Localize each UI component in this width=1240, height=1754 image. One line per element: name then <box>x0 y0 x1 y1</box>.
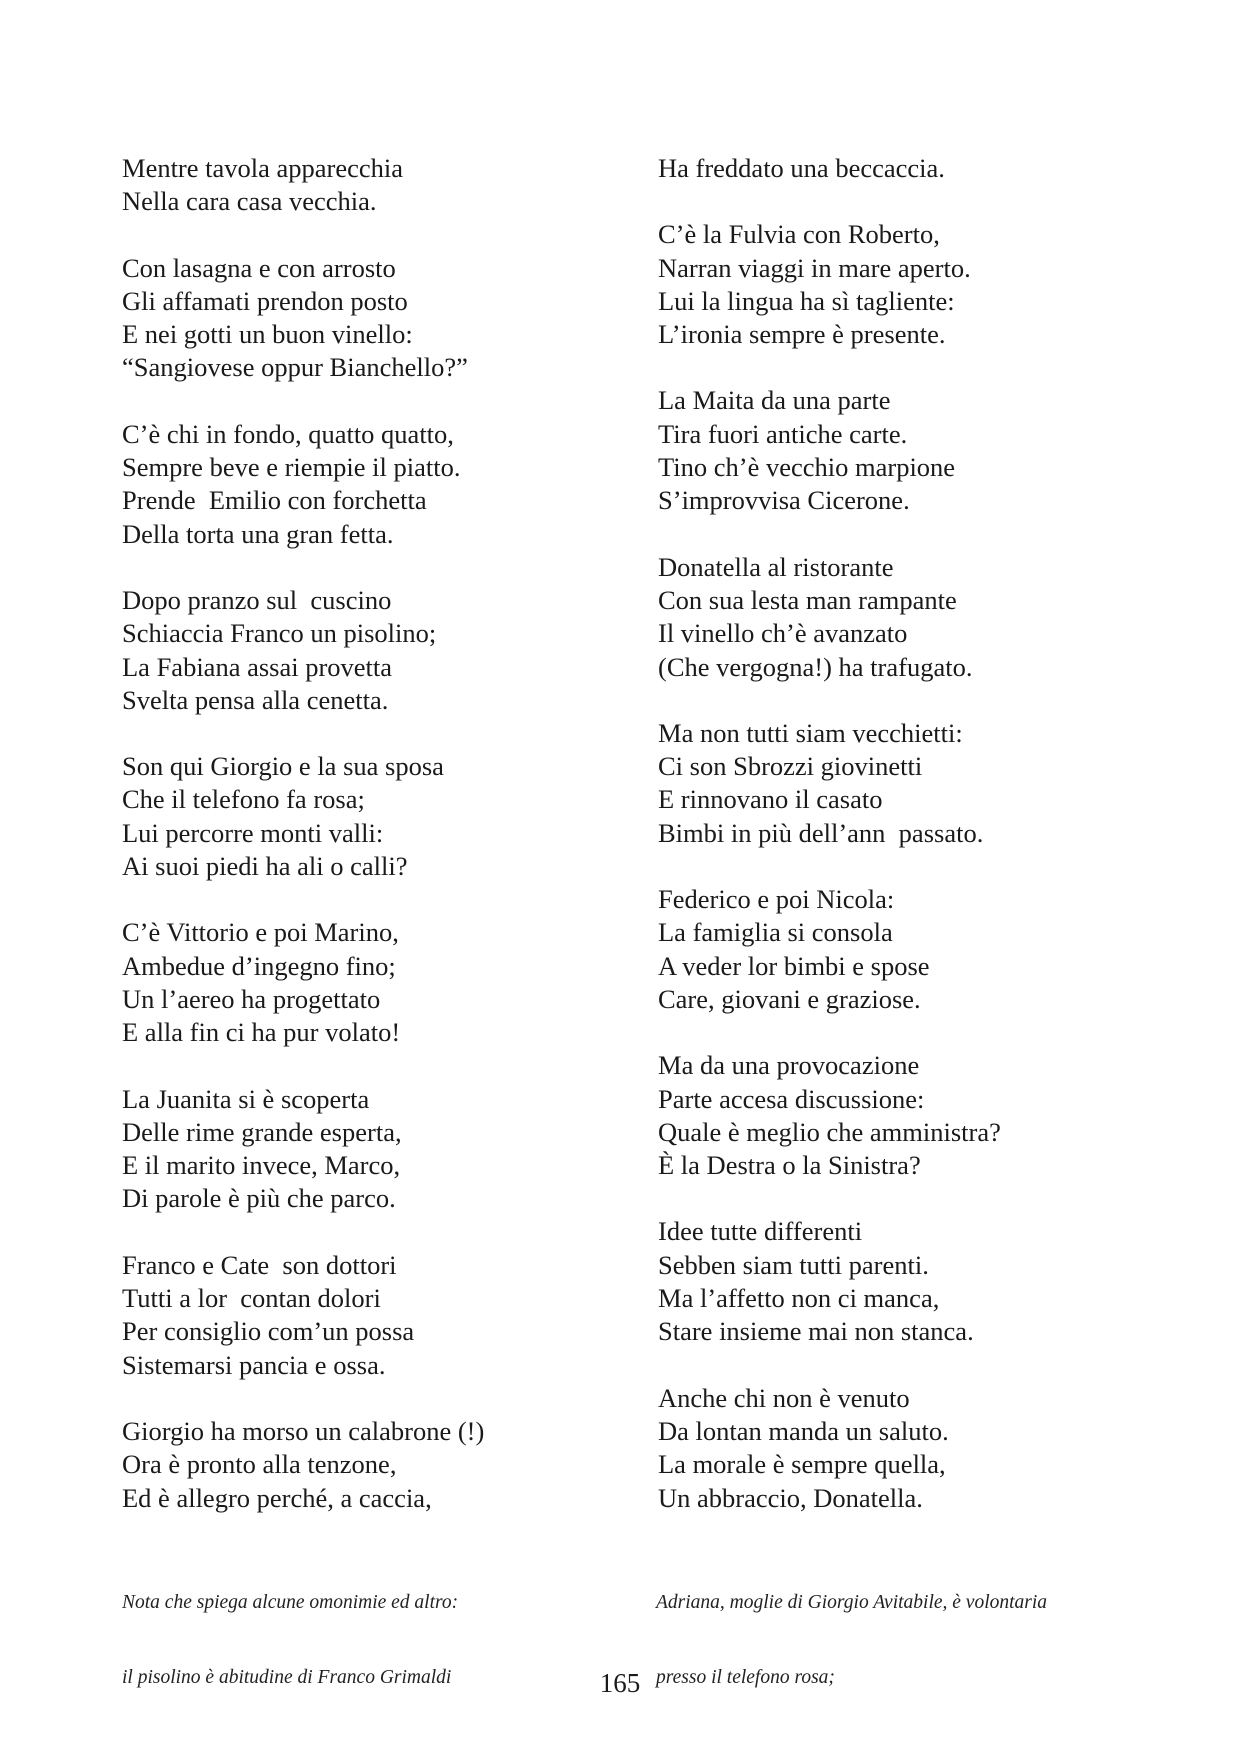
poem-line: Con lasagna e con arrosto <box>122 252 396 283</box>
poem-stanza <box>658 152 1138 185</box>
poem-line: Son qui Giorgio e la sua sposa <box>122 751 444 782</box>
poem-stanza <box>122 1083 602 1216</box>
poem-line: Tira fuori antiche carte. <box>658 418 908 449</box>
poem-line: C’è Vittorio e poi Marino, <box>122 917 399 948</box>
page-number: 165 <box>599 1668 641 1698</box>
poem-line: Ci son Sbrozzi giovinetti <box>658 751 923 782</box>
poem-line: Nella cara casa vecchia. <box>122 186 377 217</box>
poem-line: Mentre tavola apparecchia <box>122 153 404 183</box>
left-column <box>122 152 602 1548</box>
poem-stanza <box>122 418 602 551</box>
poem-line: La Juanita si è scoperta <box>122 1083 370 1114</box>
poem-line: Lui la lingua ha sì tagliente: <box>658 285 955 316</box>
poem-stanza <box>122 750 602 883</box>
poem-line: A veder lor bimbi e spose <box>658 950 930 981</box>
poem-line: Federico e poi Nicola: <box>658 884 895 915</box>
poem-line: La famiglia si consola <box>658 917 893 948</box>
poem-line: E alla fin ci ha pur volato! <box>122 1017 401 1048</box>
poem-line: La Fabiana assai provetta <box>122 651 393 682</box>
poem-stanza <box>122 1249 602 1382</box>
poem-line: Franco e Cate son dottori <box>122 1249 397 1280</box>
poem-stanza <box>122 152 602 219</box>
poem-line: Sistemarsi pancia e ossa. <box>122 1349 386 1380</box>
poem-line: Delle rime grande esperta, <box>122 1116 402 1147</box>
poem-line: Bimbi in più dell’ann passato. <box>658 817 984 848</box>
poem-line: (Che vergogna!) ha trafugato. <box>658 651 973 682</box>
poem-line: Ma da una provocazione <box>658 1050 920 1081</box>
poem-line: Ma l’affetto non ci manca, <box>658 1283 940 1314</box>
poem-line: E il marito invece, Marco, <box>122 1150 401 1181</box>
poem-stanza <box>658 1382 1138 1515</box>
poem-line: Ha freddato una beccaccia. <box>658 153 945 183</box>
poem-line: È la Destra o la Sinistra? <box>658 1150 921 1181</box>
poem-line: Parte accesa discussione: <box>658 1083 925 1114</box>
poem-line: Stare insieme mai non stanca. <box>658 1316 974 1347</box>
poem-line: E nei gotti un buon vinello: <box>122 319 413 350</box>
poem-line: Con sua lesta man rampante <box>658 584 957 615</box>
poem-stanza <box>122 252 602 385</box>
poem-line: Care, giovani e graziose. <box>658 983 921 1014</box>
poem-line: Sempre beve e riempie il piatto. <box>122 452 461 483</box>
poem-line: Idee tutte differenti <box>658 1216 863 1247</box>
poem-line: Gli affamati prendon posto <box>122 285 408 316</box>
poem-stanza <box>658 384 1138 517</box>
poem-line: C’è la Fulvia con Roberto, <box>658 219 940 250</box>
poem-line: Ai suoi piedi ha ali o calli? <box>122 851 408 882</box>
poem-line: La Maita da una parte <box>658 385 891 416</box>
poem-line: Che il telefono fa rosa; <box>122 784 365 815</box>
poem-line: Da lontan manda un saluto. <box>658 1415 949 1446</box>
poem-line: Ambedue d’ingegno fino; <box>122 950 396 981</box>
poem-line: La morale è sempre quella, <box>658 1449 946 1480</box>
poem-line: Per consiglio com’un possa <box>122 1316 415 1347</box>
poem-line: Narran viaggi in mare aperto. <box>658 252 971 283</box>
poem-line: “Sangiovese oppur Bianchello?” <box>122 352 468 383</box>
poem-line: Di parole è più che parco. <box>122 1183 396 1214</box>
poem-line: Lui percorre monti valli: <box>122 817 384 848</box>
poem-line: Ed è allegro perché, a caccia, <box>122 1482 432 1513</box>
poem-line: Prende Emilio con forchetta <box>122 485 427 516</box>
poem-line: Giorgio ha morso un calabrone (!) <box>122 1415 485 1446</box>
poem-stanza <box>658 883 1138 1016</box>
poem-line: Sebben siam tutti parenti. <box>658 1249 929 1280</box>
poem-stanza <box>658 717 1138 850</box>
footnote-line: Adriana, moglie di Giorgio Avitabile, è volontaria <box>656 1592 1048 1613</box>
poem-line: E rinnovano il casato <box>658 784 883 815</box>
footnote-line: presso il telefono rosa; <box>656 1667 835 1688</box>
poem-stanza <box>658 218 1138 351</box>
poem-line: Un abbraccio, Donatella. <box>658 1482 923 1513</box>
footnote-line: il pisolino è abitudine di Franco Grimaldi <box>122 1667 452 1688</box>
poem-line: Tino ch’è vecchio marpione <box>658 452 956 483</box>
poem-stanza <box>122 916 602 1049</box>
right-column <box>658 152 1138 1548</box>
poem-line: Donatella al ristorante <box>658 551 894 582</box>
poem-line: C’è chi in fondo, quatto quatto, <box>122 418 454 449</box>
poem-line: Della torta una gran fetta. <box>122 518 394 549</box>
poem-stanza <box>658 1215 1138 1348</box>
poem-stanza <box>658 551 1138 684</box>
poem-stanza <box>122 584 602 717</box>
poem-line: Il vinello ch’è avanzato <box>658 618 908 649</box>
poem-line: L’ironia sempre è presente. <box>658 319 946 350</box>
poem-stanza <box>658 1049 1138 1182</box>
poem-line: Un l’aereo ha progettato <box>122 983 381 1014</box>
poem-line: Svelta pensa alla cenetta. <box>122 684 389 715</box>
poem-line: Schiaccia Franco un pisolino; <box>122 618 437 649</box>
poem-line: Ora è pronto alla tenzone, <box>122 1449 397 1480</box>
poem-line: Ma non tutti siam vecchietti: <box>658 717 963 748</box>
poem-stanza <box>122 1415 602 1515</box>
poem-line: Dopo pranzo sul cuscino <box>122 584 392 615</box>
footnote-line: Nota che spiega alcune omonimie ed altro: <box>122 1592 459 1613</box>
poem-line: Tutti a lor contan dolori <box>122 1283 381 1314</box>
poem-line: S’improvvisa Cicerone. <box>658 485 910 516</box>
poem-line: Quale è meglio che amministra? <box>658 1116 1001 1147</box>
poem-line: Anche chi non è venuto <box>658 1382 910 1413</box>
